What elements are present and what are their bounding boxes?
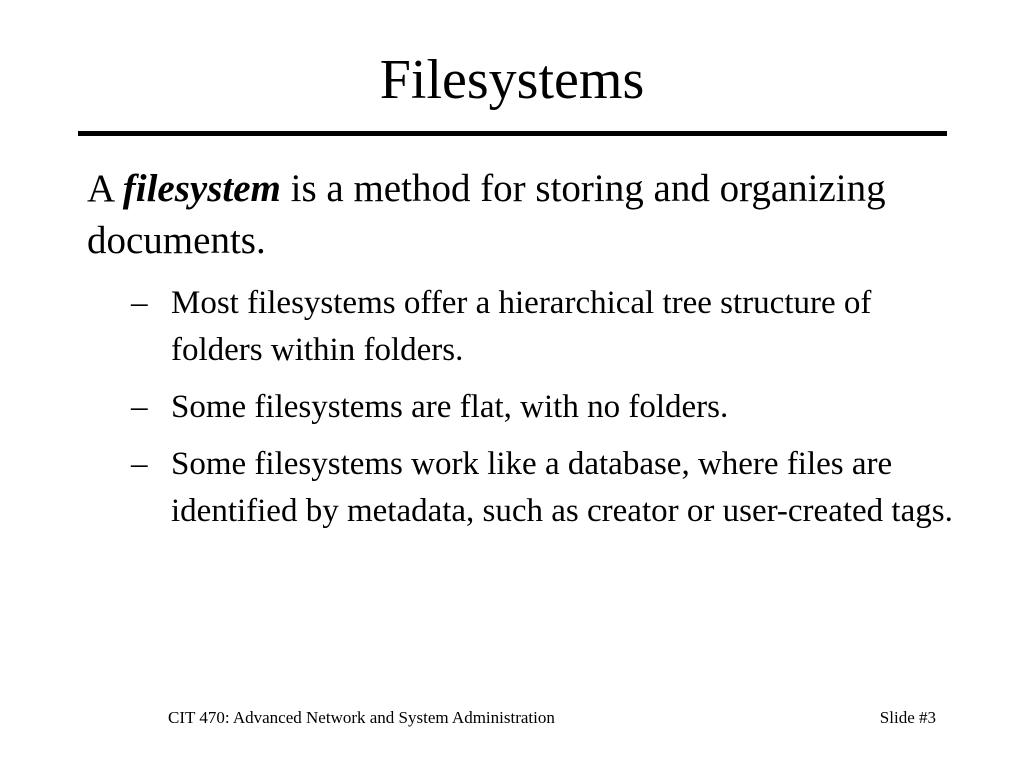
main-bullet-text: is a method for storing and organizing documents. (87, 167, 886, 262)
sub-bullet-text: Some filesystems work like a database, where files are identified by metadata, such as creator or user-created tags. (171, 446, 953, 529)
sub-bullet (131, 441, 961, 535)
main-bullet-lead: A (87, 167, 123, 210)
sub-bullet-text: Some filesystems are flat, with no folders. (171, 389, 729, 425)
sub-bullet (131, 384, 961, 431)
main-bullet-term: filesystem (122, 167, 281, 210)
dash-marker: – (131, 389, 148, 425)
title-divider (78, 131, 947, 136)
sub-bullet-text: Most filesystems offer a hierarchical tree structure of folders within folders. (171, 285, 872, 368)
slide-title: Filesystems (379, 49, 645, 111)
main-bullet (87, 163, 947, 267)
sub-bullet-list (131, 280, 961, 545)
dash-marker: – (131, 285, 148, 321)
footer-slide-number: Slide #3 (879, 708, 936, 727)
sub-bullet (131, 280, 961, 374)
dash-marker: – (131, 446, 148, 482)
footer-course-name: CIT 470: Advanced Network and System Administration (168, 708, 555, 727)
